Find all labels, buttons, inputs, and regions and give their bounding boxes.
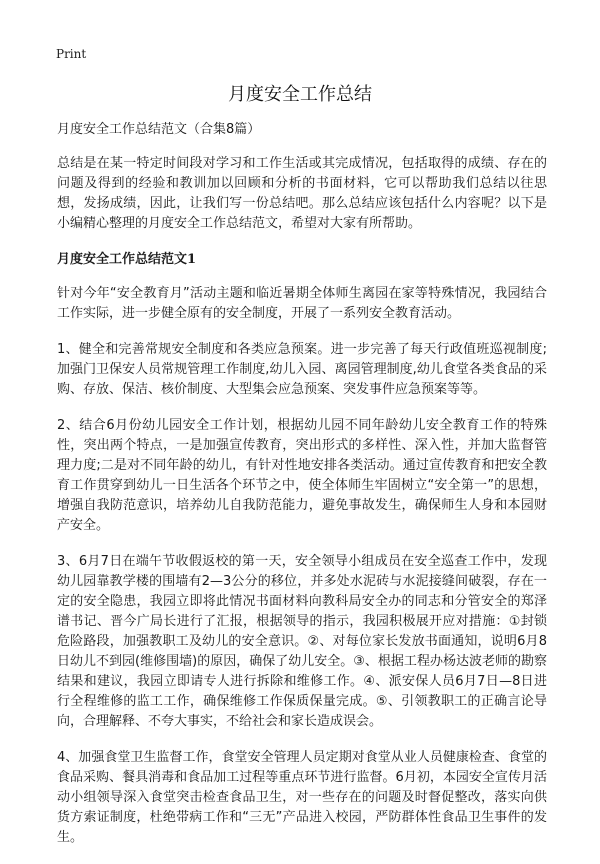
body-paragraph: 1、健全和完善常规安全制度和各类应急预案。进一步完善了每天行政值班巡视制度;加强门卫保安人员常规管理工作制度,幼儿入园、离园管理制度,幼儿食堂各类食品的采购、存放、保洁、核价制度、大型集会应急预案、突发事件应急预案等等。 xyxy=(57,342,547,397)
document-subtitle: 月度安全工作总结范文（合集8篇） xyxy=(57,122,261,137)
body-paragraph: 4、加强食堂卫生监督工作，食堂安全管理人员定期对食堂从业人员健康检查、食堂的食品采购、餐具消毒和食品加工过程等重点环节进行监督。6月初，本园安全宣传月活动小组领导深入食堂突击检查食品卫生，对一些存在的问题及时督促整改，落实向供货方索证制度，杜绝带病工作和“三无”产品进入校园，严防群体性食品卫生事件的发生。 xyxy=(57,750,547,845)
body-paragraph: 3、6月7日在端午节收假返校的第一天，安全领导小组成员在安全巡查工作中，发现幼儿园靠教学楼的围墙有2—3公分的移位，并多处水泥砖与水泥接缝间破裂，存在一定的安全隐患，我园立即将此情况书面材料向教科局安全办的同志和分管安全的郑泽谱书记、晋今广局长进行了汇报，根据领导的指示，我园积极展开应对措施：①封锁危险路段，加强教职工及幼儿的安全意识。②、对每位家长发放书面通知，说明6月8日幼儿不到园(维修围墙)的原因，确保了幼儿安全。③、根据工程办杨达波老师的勘察结果和建议，我园立即请专人进行拆除和维修工作。④、派安保人员6月7日—8日进行全程维修的监工工作，确保维修工作保质保量完成。⑤、引领教职工的正确言论导向，合理解释、不夸大事实，不给社会和家长造成误会。 xyxy=(57,554,547,729)
intro-paragraph: 总结是在某一特定时间段对学习和工作生活或其完成情况，包括取得的成绩、存在的问题及得到的经验和教训加以回顾和分析的书面材料，它可以帮助我们总结以往思想，发扬成绩，因此，让我们写一份总结吧。那么总结应该包括什么内容呢？以下是小编精心整理的月度安全工作总结范文，希望对大家有所帮助。 xyxy=(57,156,547,231)
print-link[interactable]: Print xyxy=(56,47,87,61)
document-body xyxy=(57,120,547,864)
body-paragraph: 针对今年“安全教育月”活动主题和临近暑期全体师生离园在家等特殊情况，我园结合工作实际，进一步健全原有的安全制度，开展了一系列安全教育活动。 xyxy=(57,286,547,321)
section-heading: 月度安全工作总结范文1 xyxy=(57,252,197,267)
body-paragraph: 2、结合6月份幼儿园安全工作计划，根据幼儿园不同年龄幼儿安全教育工作的特殊性，突出两个特点，一是加强宣传教育，突出形式的多样性、深入性，并加大监督管理力度;二是对不同年龄的幼儿，有针对性地安排各类活动。通过宣传教育和把安全教育工作贯穿到幼儿一日生活各个环节之中，使全体师生牢固树立“安全第一”的思想，增强自我防范意识，培养幼儿自我防范能力，避免事故发生，确保师生人身和本园财产安全。 xyxy=(57,418,547,533)
page-title: 月度安全工作总结 xyxy=(228,84,372,105)
